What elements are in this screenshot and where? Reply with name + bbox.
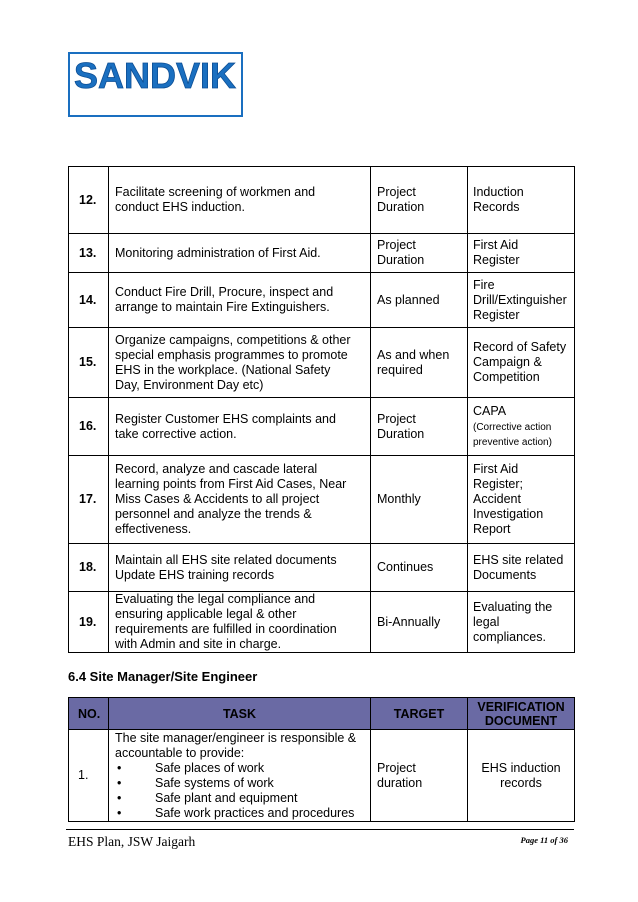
task-cell: Facilitate screening of workmen and conduct EHS induction. (109, 167, 371, 234)
table-row (69, 544, 575, 592)
target-cell: Project Duration (371, 167, 468, 234)
row-number: 12. (69, 167, 109, 234)
ehs-task-table-continued (68, 166, 575, 653)
verification-cell: EHS site related Documents (468, 544, 575, 592)
verification-cell: CAPA (Corrective action preventive action) (468, 398, 575, 456)
table-row (69, 328, 575, 398)
header-verification: VERIFICATION DOCUMENT (468, 698, 575, 730)
list-item: • Safe places of work (117, 761, 265, 775)
target-cell: Project duration (371, 730, 468, 822)
row-number: 1. (69, 730, 109, 822)
verification-cell: EHS induction records (468, 730, 575, 822)
target-cell: Continues (371, 544, 468, 592)
verification-cell: First Aid Register; Accident Investigation Report (468, 456, 575, 544)
task-cell: Organize campaigns, competitions & other special emphasis programmes to promote EHS in the workplace. (National Safety Day, Environment Day etc) (109, 328, 371, 398)
task-intro: The site manager/engineer is responsible & accountable to provide: (115, 731, 357, 760)
site-manager-task-table (68, 697, 575, 822)
bullet: • (117, 776, 122, 790)
verification-cell: Fire Drill/Extinguisher Register (468, 273, 575, 328)
row-number: 19. (69, 592, 109, 653)
target-cell: Project Duration (371, 398, 468, 456)
row-number: 16. (69, 398, 109, 456)
table-row (69, 234, 575, 273)
table-row (69, 398, 575, 456)
footer-document-title: EHS Plan, JSW Jaigarh (68, 834, 196, 849)
verification-cell: Evaluating the legal compliances. (468, 592, 575, 653)
bullet: • (117, 791, 122, 805)
target-cell: As and when required (371, 328, 468, 398)
table-header-row (69, 698, 575, 730)
table-row (69, 730, 575, 822)
header-task: TASK (109, 698, 371, 730)
task-cell: Monitoring administration of First Aid. (109, 234, 371, 273)
target-cell: Project Duration (371, 234, 468, 273)
list-item: • Safe plant and equipment (117, 791, 298, 805)
row-number: 15. (69, 328, 109, 398)
sandvik-logo (68, 52, 243, 117)
target-cell: Monthly (371, 456, 468, 544)
bullet: • (117, 806, 122, 820)
table-row (69, 167, 575, 234)
task-cell: Register Customer EHS complaints and take corrective action. (109, 398, 371, 456)
target-cell: As planned (371, 273, 468, 328)
list-item: • Safe work practices and procedures (117, 806, 355, 820)
task-cell (109, 730, 371, 822)
task-cell: Evaluating the legal compliance and ensuring applicable legal & other requirements are fulfilled in coordination with Admin and site in charge. (109, 592, 371, 653)
row-number: 13. (69, 234, 109, 273)
task-cell: Maintain all EHS site related documents Update EHS training records (109, 544, 371, 592)
header-target: TARGET (371, 698, 468, 730)
bullet: • (117, 761, 122, 775)
footer-divider (66, 829, 574, 830)
table-row (69, 592, 575, 653)
task-cell: Record, analyze and cascade lateral learning points from First Aid Cases, Near Miss Cases & Accidents to all project personnel and analyze the trends & effectiveness. (109, 456, 371, 544)
verification-cell: First Aid Register (468, 234, 575, 273)
list-item: • Safe systems of work (117, 776, 274, 790)
verification-cell: Record of Safety Campaign & Competition (468, 328, 575, 398)
header-no: NO. (69, 698, 109, 730)
logo-text: SANDVIK (73, 55, 237, 96)
table-row (69, 456, 575, 544)
verification-cell: Induction Records (468, 167, 575, 234)
target-cell: Bi-Annually (371, 592, 468, 653)
row-number: 18. (69, 544, 109, 592)
section-title: 6.4 Site Manager/Site Engineer (68, 669, 258, 684)
task-cell: Conduct Fire Drill, Procure, inspect and arrange to maintain Fire Extinguishers. (109, 273, 371, 328)
footer-page-number: Page 11 of 36 (520, 835, 568, 845)
row-number: 14. (69, 273, 109, 328)
table-row (69, 273, 575, 328)
row-number: 17. (69, 456, 109, 544)
